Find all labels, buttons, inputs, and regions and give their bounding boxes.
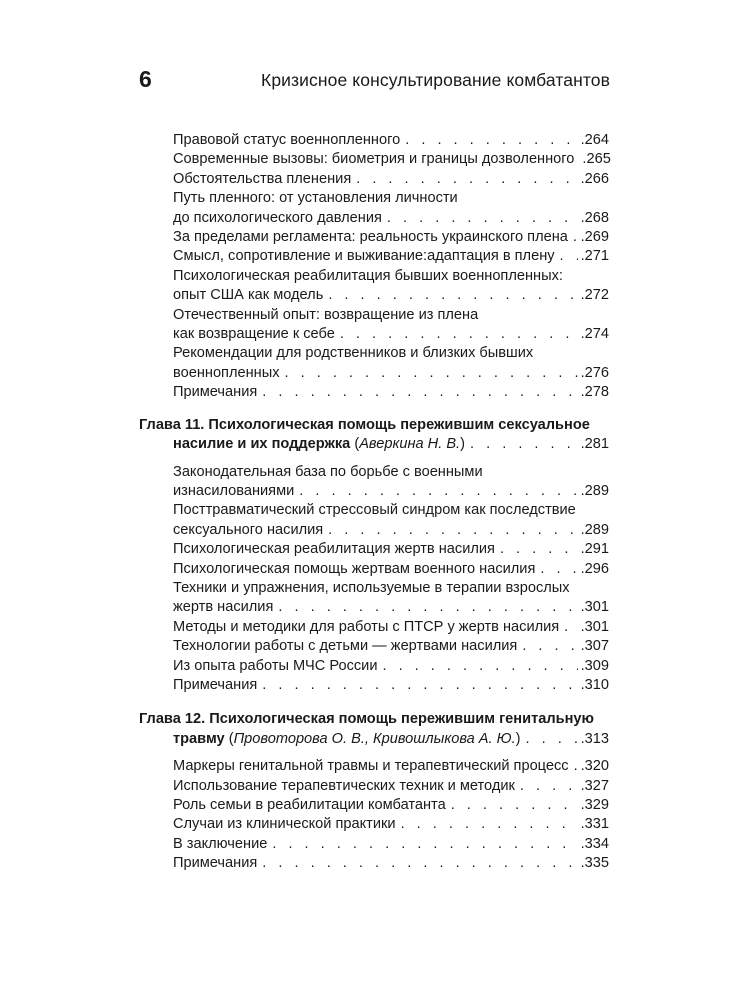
toc-entry xyxy=(139,267,609,306)
toc-entry-title: Современные вызовы: биометрия и границы дозволенного xyxy=(173,151,575,168)
toc-entry-title: до психологического давления xyxy=(173,209,382,226)
toc-page-number: .309 xyxy=(580,657,609,674)
toc-entry xyxy=(139,835,609,854)
toc-page-number: .291 xyxy=(580,541,609,558)
toc-entry-line: Техники и упражнения, используемые в терапии взрослых xyxy=(173,579,570,596)
paren-open: ( xyxy=(224,730,234,747)
toc-entry-title: опыт США как модель xyxy=(173,287,324,304)
toc-entry xyxy=(139,463,609,502)
toc-page-number: .307 xyxy=(580,638,609,655)
toc-page-number: .329 xyxy=(580,797,609,813)
toc-entry-title: военнопленных xyxy=(173,364,280,381)
dot-leader xyxy=(522,637,577,656)
toc-entry xyxy=(139,796,609,815)
toc-entry-title: За пределами регламента: реальность украинского плена xyxy=(173,229,568,246)
toc-page-number: .265 xyxy=(582,151,611,168)
toc-page-number: .320 xyxy=(580,758,609,775)
dot-leader xyxy=(573,228,578,247)
toc-entry-title: Из опыта работы МЧС России xyxy=(173,657,378,674)
toc-entry xyxy=(139,757,609,776)
chapter-page-number: .281 xyxy=(580,436,609,453)
dot-leader xyxy=(526,730,578,749)
toc-page-number: .335 xyxy=(580,855,609,872)
chapter-11-heading xyxy=(139,416,609,455)
dot-leader xyxy=(285,364,578,383)
toc-entry xyxy=(139,247,609,266)
chapter-title-line: Глава 11. Психологическая помощь пережившим сексуальное xyxy=(139,416,590,433)
toc-entry xyxy=(139,150,609,169)
toc-entry-title: Технологии работы с детьми — жертвами насилия xyxy=(173,638,518,655)
dot-leader xyxy=(262,854,577,873)
toc-page-number: .266 xyxy=(580,170,609,187)
toc-entry xyxy=(139,228,609,247)
toc-entry-title: Случаи из клинической практики xyxy=(173,816,396,833)
dot-leader xyxy=(470,435,578,454)
dot-leader xyxy=(328,521,577,540)
dot-leader xyxy=(500,540,578,559)
toc-entry xyxy=(139,540,609,559)
dot-leader xyxy=(262,676,577,695)
toc-page-number: .327 xyxy=(580,777,609,794)
toc-section-ch12 xyxy=(139,757,609,873)
toc-entry-title: Психологическая реабилитация жертв насилия xyxy=(173,541,495,558)
toc-section-ch10-continued xyxy=(139,131,609,403)
toc-entry-title: Примечания xyxy=(173,676,258,693)
dot-leader xyxy=(356,170,577,189)
toc-entry-line: Законодательная база по борьбе с военными xyxy=(173,463,483,480)
toc-entry xyxy=(139,344,609,383)
toc-page-number: .278 xyxy=(580,384,609,401)
toc-page-number: .264 xyxy=(580,132,609,148)
dot-leader xyxy=(540,560,577,579)
toc-page-number: .271 xyxy=(580,248,609,265)
toc-page-number: .289 xyxy=(580,482,609,499)
toc-entry xyxy=(139,618,609,637)
toc-entry xyxy=(139,560,609,579)
toc-entry-line: Посттравматический стрессовый синдром как последствие xyxy=(173,502,576,519)
paren-open: ( xyxy=(350,436,360,453)
toc-entry-line: Рекомендации для родственников и близких бывших xyxy=(173,345,534,362)
toc-entry-title: В заключение xyxy=(173,835,268,852)
page-number: 6 xyxy=(139,66,152,92)
toc-entry-title: Обстоятельства пленения xyxy=(173,170,352,187)
toc-entry xyxy=(139,676,609,695)
toc-section-ch11 xyxy=(139,463,609,696)
toc-entry xyxy=(139,170,609,189)
toc-page-number: .272 xyxy=(580,287,609,304)
dot-leader xyxy=(560,247,578,266)
chapter-title-text: травму xyxy=(173,730,225,747)
toc-entry xyxy=(139,637,609,656)
dot-leader xyxy=(272,835,577,854)
running-title: Кризисное консультирование комбатантов xyxy=(261,70,610,90)
paren-close: ) xyxy=(460,436,465,453)
toc-entry-title: Правовой статус военнопленного xyxy=(173,132,401,148)
toc-entry-title: Психологическая помощь жертвам военного насилия xyxy=(173,560,536,577)
toc-entry-title: сексуального насилия xyxy=(173,521,324,538)
chapter-title-last-line xyxy=(173,435,465,454)
toc-page-number: .274 xyxy=(580,326,609,343)
toc-page-number: .301 xyxy=(580,599,609,616)
toc-entry xyxy=(139,131,609,150)
toc-page-number: .296 xyxy=(580,560,609,577)
toc-entry xyxy=(139,383,609,402)
toc-page-number: .289 xyxy=(580,521,609,538)
toc-page-number: .331 xyxy=(580,816,609,833)
toc-page-number: .269 xyxy=(580,229,609,246)
dot-leader xyxy=(382,657,577,676)
dot-leader xyxy=(405,131,577,150)
toc-entry-line: Психологическая реабилитация бывших военнопленных: xyxy=(173,267,563,284)
toc-entry xyxy=(139,579,609,618)
toc-entry xyxy=(139,189,609,228)
dot-leader xyxy=(564,618,577,637)
dot-leader xyxy=(278,598,577,617)
toc-entry xyxy=(139,306,609,345)
page-header xyxy=(139,66,610,96)
toc-page-number: .301 xyxy=(580,618,609,635)
dot-leader xyxy=(574,757,578,776)
chapter-authors: Аверкина Н. В. xyxy=(359,436,461,453)
chapter-12-heading xyxy=(139,710,609,749)
toc-entry-line: Путь пленного: от установления личности xyxy=(173,190,458,207)
toc-entry-title: жертв насилия xyxy=(173,599,274,616)
table-of-contents xyxy=(139,131,609,874)
toc-entry-title: Роль семьи в реабилитации комбатанта xyxy=(173,797,446,813)
chapter-page-number: .313 xyxy=(580,730,609,747)
dot-leader xyxy=(328,286,577,305)
toc-page-number: .276 xyxy=(580,364,609,381)
toc-page-number: .334 xyxy=(580,835,609,852)
paren-close: ) xyxy=(515,730,521,747)
chapter-title-last-line xyxy=(173,730,521,749)
toc-entry xyxy=(139,501,609,540)
toc-entry xyxy=(139,854,609,873)
toc-entry-title: Примечания xyxy=(173,384,258,401)
toc-entry-title: Маркеры генитальной травмы и терапевтический процесс xyxy=(173,758,569,775)
toc-entry xyxy=(139,777,609,796)
dot-leader xyxy=(299,482,577,501)
dot-leader xyxy=(401,815,578,834)
toc-page-number: .310 xyxy=(580,676,609,693)
toc-entry-title: изнасилованиями xyxy=(173,482,295,499)
toc-entry-title: Методы и методики для работы с ПТСР у жертв насилия xyxy=(173,618,560,635)
toc-entry xyxy=(139,657,609,676)
toc-entry-title: как возвращение к себе xyxy=(173,326,335,343)
dot-leader xyxy=(262,383,577,402)
chapter-authors: Провоторова О. В., Кривошлыкова А. Ю. xyxy=(233,730,516,747)
dot-leader xyxy=(387,209,578,228)
toc-entry-title: Использование терапевтических техник и методик xyxy=(173,777,515,794)
toc-entry-title: Смысл, сопротивление и выживание:адаптация в плену xyxy=(173,248,555,265)
dot-leader xyxy=(340,325,578,344)
toc-entry xyxy=(139,815,609,834)
chapter-title-text: насилие и их поддержка xyxy=(173,436,351,453)
chapter-title-line: Глава 12. Психологическая помощь пережившим генитальную xyxy=(139,711,594,728)
toc-entry-line: Отечественный опыт: возвращение из плена xyxy=(173,306,479,323)
toc-entry-title: Примечания xyxy=(173,855,258,872)
dot-leader xyxy=(451,796,578,815)
dot-leader xyxy=(520,777,578,796)
toc-page-number: .268 xyxy=(580,209,609,226)
